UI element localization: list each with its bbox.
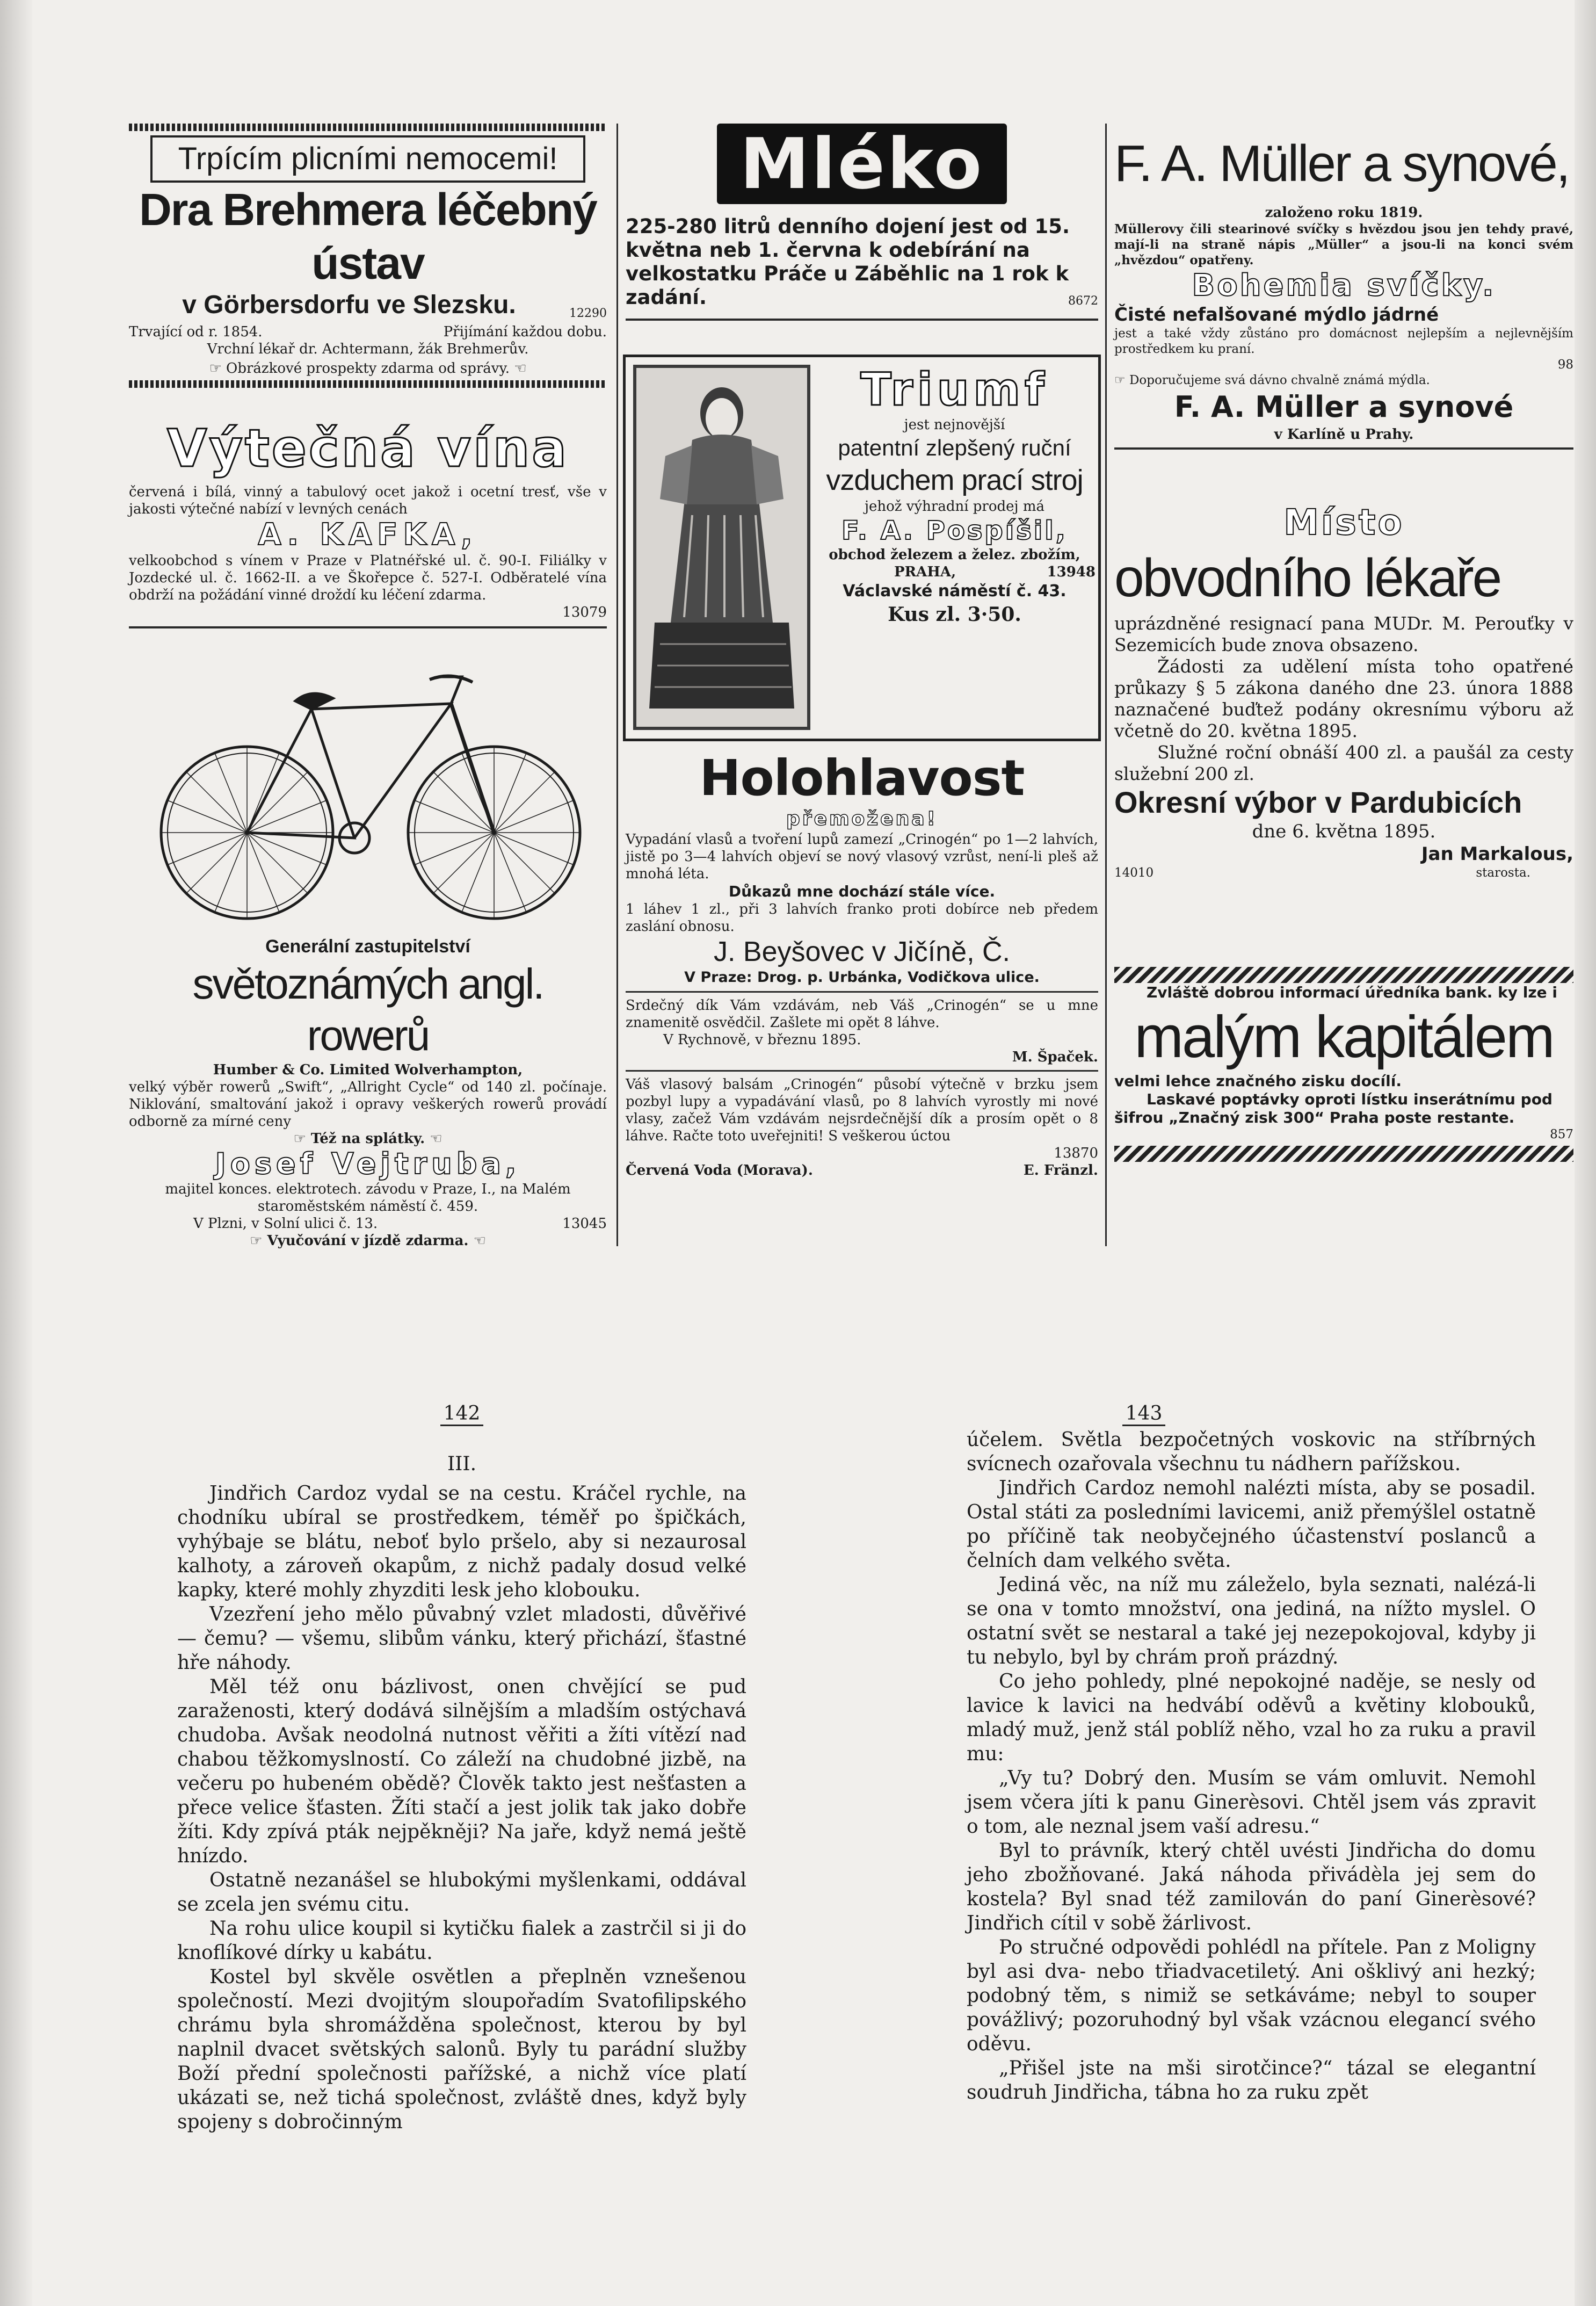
paragraph: Vzezření jeho mělo půvabný vzlet mladosti, důvěřivé — čemu? — všemu, slibům vánku, který přichází, šťastné hře náhody. (177, 1603, 746, 1674)
ad-number: 12290 (569, 307, 607, 320)
brehmer-prospects: Obrázkové prospekty zdarma od správy. (226, 360, 510, 377)
ad-bicycles (129, 935, 607, 1249)
ad-divider (626, 1070, 1098, 1072)
hair-sub: přemožena! (786, 808, 938, 830)
pointing-hand-left-icon: ☜ (473, 1233, 486, 1249)
right-book-page (967, 1402, 1536, 2105)
triumf-sub2: patentní zlepšený ruční (838, 435, 1071, 460)
wine-text: červená i bílá, vinný a tabulový ocet jakož i ocetní tresť, vše v jakosti výtečné nabízí v levných cenách (129, 484, 607, 517)
bikes-installments: Též na splátky. (310, 1131, 425, 1147)
wine-title: Výtečná vína (167, 418, 569, 479)
bikes-heading: Generální zastupitelství (265, 936, 470, 957)
bicycle-illustration (150, 671, 591, 924)
page-gutter-shadow (0, 0, 32, 2306)
brehmer-name: Dra Brehmera léčebný ústav (139, 184, 597, 288)
paragraph: Jindřich Cardoz vydal se na cestu. Kráčel rychle, na chodníku ubíral se prostředkem, téměř po špičkách, vyhýbaje se blátu, neboť bylo pršelo, aby si nezaurosal kalhoty, a zároveň okapům, z nichž padaly dosud velké kapky, které mohly zhyzditi lesk jeho klobouku. (177, 1483, 746, 1601)
ad-number: 8672 (1068, 294, 1098, 308)
bikes-branch: V Plzni, v Solní ulici č. 13. (193, 1216, 378, 1232)
page-number: 143 (1122, 1403, 1166, 1426)
hair-text1: Vypadání vlasů a tvoření lupů zamezí „Crinogén“ po 1—2 lahvích, jistě po 3—4 lahvích objeví se nový vlasový vzrůst, není-li pleš až mnohá léta. (626, 832, 1098, 882)
hair-place2: Červená Voda (Morava). (626, 1162, 813, 1179)
ad-wine (129, 419, 607, 628)
capital-text2: Laskavé poptávky oproti lístku inserátnímu pod šifrou „Značný zisk 300“ Praha poste restante. (1114, 1090, 1553, 1126)
paragraph: Jindřich Cardoz nemohl nalézti místa, aby se posadil. Ostal státi za posledními lavicemi, aniž přemýšlel ostatně po příčině tak neobyčejného účastenství poslanců a čelních dam velkého světa. (967, 1477, 1536, 1572)
milk-title: Mléko (717, 124, 1007, 204)
column-divider (1105, 124, 1107, 1246)
doctor-date: dne 6. května 1895. (1252, 821, 1436, 842)
muller-title: F. A. Müller a synové, (1114, 135, 1569, 192)
wine-firm: A. KAFKA, (258, 517, 478, 552)
paragraph: Kostel byl skvěle osvětlen a přeplněn vznešenou společností. Mezi dvojitým sloupořadím Svatofilipského chrámu byla shromážděna společnost, kterou by byl naplnil dvacet světských salonů. Byly tu parádní služby Boží přední společnosti pařížské, a nichž více platí ukázati se, než tichá společnost, zvláště dnes, když byly spojeny s dobročinným (177, 1966, 746, 2133)
milk-text: 225-280 litrů denního dojení jest od 15. května neb 1. června k odebírání na velkostatku Práče u Záběhlic na 1 rok k zadání. (626, 215, 1070, 309)
ad-muller (1114, 124, 1573, 450)
ad-hair (626, 749, 1098, 1179)
muller-founded: založeno roku 1819. (1265, 205, 1423, 221)
paragraph: Jediná věc, na níž mu záleželo, byla seznati, nalézá-li se ona v tomto množství, ona jediná, na nížto myslel. O ostatní svět se nestaral a také jej nezepokojoval, kdyby ji tu nebylo, byl by chrám proň prázdný. (967, 1574, 1536, 1668)
pointing-hand-icon: ☞ (209, 360, 222, 377)
paragraph: „Přišel jste na mši sirotčince?“ tázal se elegantní soudruh Jindřicha, tábna ho za ruku zpět (967, 2057, 1536, 2103)
chapter-heading: III. (447, 1453, 477, 1475)
triumf-sub3: vzduchem prací stroj (826, 464, 1083, 496)
hair-text2: 1 láhev 1 zl., při 3 lahvích franko proti dobírce neb předem zaslání obnosu. (626, 901, 1098, 935)
doctor-sub: obvodního lékaře (1114, 548, 1501, 608)
muller-text1: Müllerovy čili stearinové svíčky s hvězdou jsou jen tehdy pravé, mají-li na straně nápis „Müller“ a jsou-li na konci svém „hvězdou“ opatřeny. (1114, 222, 1573, 268)
ad-number: 857 (1550, 1127, 1573, 1141)
brehmer-heading: Trpícím plicními nemocemi! (150, 135, 585, 183)
ad-number: 14010 (1114, 866, 1154, 880)
paragraph: „Vy tu? Dobrý den. Musím se vám omluvit. Nemohl jsem včera jíti k panu Ginerèsovi. Chtěl jsem vás zpravit o tom, ale neznal jsem vaší adresu.“ (967, 1767, 1536, 1838)
bikes-owner: majitel konces. elektrotech. závodu v Praze, I., na Malém staroměstském náměstí č. 459. (165, 1181, 571, 1215)
right-page-text (967, 1428, 1536, 2105)
triumf-address: Václavské náměstí č. 43. (843, 582, 1067, 601)
ad-divider (626, 319, 1098, 321)
triumf-price: Kus zl. 3·50. (888, 603, 1021, 626)
pointing-hand-left-icon: ☜ (430, 1131, 442, 1147)
bikes-title: světoznámých angl. rowerů (192, 960, 543, 1059)
ad-capital (1114, 967, 1573, 1246)
ad-number: 13045 (562, 1216, 607, 1232)
paragraph: Byl to právník, který chtěl uvésti Jindřicha do domu jeho zbožňované. Jaká náhoda přivádèla jej sem do kostela? Byl snad též zamilován do paní Ginerèsové? Jindřich cítil v sobě žárlivost. (967, 1840, 1536, 1934)
bikes-lessons: Vyučování v jízdě zdarma. (267, 1233, 469, 1249)
doctor-text: uprázdněné resignací pana MUDr. M. Perouťky v Sezemicích bude znova obsazeno. (1114, 613, 1573, 655)
triumf-seller: F. A. Pospíšil, (841, 516, 1068, 546)
doctor-text2: Žádosti za udělení místa toho opatřené průkazy § 5 zákona daného dne 23. února 1888 naznačené buďtež podány okresnímu výboru až včetně do 20. května 1895. (1114, 656, 1573, 741)
ad-divider (129, 626, 607, 628)
capital-title: malým kapitálem (1134, 1004, 1554, 1070)
paragraph: Ostatně nezanášel se hlubokými myšlenkami, oddával se zcela jen svému citu. (177, 1869, 746, 1915)
ad-number: 13948 (1047, 564, 1096, 580)
brehmer-founded: Trvající od r. 1854. (129, 324, 263, 340)
doctor-board: Okresní výbor v Pardubicích (1114, 785, 1522, 819)
doctor-role: starosta. (1476, 866, 1530, 880)
pointing-hand-icon: ☞ (1114, 373, 1126, 387)
hair-text3: Váš vlasový balsám „Crinogén“ působí výtečně v brzku jsem pozbyl lupy a vypadávání vlasů, po 8 lahvích vyrostly mi nové vlasy, začež Vám vzdávám nejsrdečnější dík a prosím opět o 8 láhve. Račte toto uveřejniti! S veškerou úctou (626, 1076, 1098, 1144)
left-page-text (177, 1481, 746, 2134)
ad-brehmer (129, 124, 607, 388)
muller-place: v Karlíně u Prahy. (1274, 426, 1414, 443)
washing-machine-illustration (633, 365, 810, 730)
doctor-signer: Jan Markalous, (1421, 843, 1573, 865)
ad-triumf (623, 355, 1101, 741)
ad-number: 98 (1557, 358, 1573, 372)
page-edge (1575, 0, 1596, 2306)
triumf-title: Triumf (860, 363, 1049, 416)
paragraph: Po stručné odpovědi pohlédl na přítele. Pan z Moligny byl asi dva- nebo třiadvacetiletý. Ani ošklivý ani hezký; podobný těm, s nimiž se setkáváme; nebyl to souper povážlivý; pozoruhodný byl však vzácnou elegancí svého oděvu. (967, 1936, 1536, 2055)
doctor-salary: Služné roční obnáší 400 zl. a paušál za cesty služební 200 zl. (1114, 742, 1573, 784)
muller-text2: jest a také vždy zůstáno pro domácnost nejlepším a nejlevnějším prostředkem ku praní. (1114, 327, 1573, 356)
bikes-text: velký výběr rowerů „Swift“, „Allright Cycle“ od 140 zl. počínaje. Niklování, smaltování jakož i opravy veškerých rowerů provádí odborně za mírné ceny (129, 1079, 607, 1130)
hair-prague: V Praze: Drog. p. Urbánka, Vodičkova ulice. (684, 969, 1040, 986)
triumf-desc: obchod železem a želez. zbožím, (829, 547, 1080, 563)
capital-text: velmi lehce značného zisku docílí. (1114, 1072, 1402, 1090)
hair-thanks: Srdečný dík Vám vzdávám, neb Váš „Crinogén“ se u mne znamenitě osvědčil. Zašlete mi opět 8 láhve. (626, 997, 1098, 1031)
muller-soap: Čisté nefalšované mýdlo jádrné (1114, 304, 1439, 326)
muller-name2: F. A. Müller a synové (1174, 390, 1514, 424)
muller-brand: Bohemia svíčky. (1192, 268, 1496, 303)
hair-seller: J. Beyšovec v Jičíně, Č. (714, 936, 1010, 967)
pointing-hand-icon: ☞ (250, 1233, 263, 1249)
hair-sign2: E. Fränzl. (1023, 1162, 1098, 1179)
ornament-rule (129, 380, 607, 388)
ornament-rule (129, 124, 607, 131)
hair-proofs: Důkazů mne dochází stále více. (728, 883, 996, 900)
ad-divider (1114, 447, 1573, 450)
ornament-border (1114, 967, 1573, 983)
ad-number: 13870 (1054, 1145, 1098, 1161)
brehmer-doctor: Vrchní lékař dr. Achtermann, žák Brehmerův. (207, 341, 529, 357)
bikes-maker: Humber & Co. Limited Wolverhampton, (213, 1062, 523, 1078)
hair-place1: V Rychnově, v březnu 1895. (663, 1032, 861, 1048)
muller-recommend: Doporučujeme svá dávno chvalně známá mýdla. (1129, 373, 1430, 387)
left-book-page (177, 1402, 746, 2134)
ornament-border (1114, 1146, 1573, 1162)
paragraph: Co jeho pohledy, plné nepokojné naděje, se nesly od lavice k lavici na hedvábí oděvů a květiny klobouků, mladý muž, jenž stál poblíž něho, vzal ho za ruku a pravil mu: (967, 1671, 1536, 1765)
brehmer-admit: Přijímání každou dobu. (443, 324, 607, 340)
capital-head: Zvláště dobrou informací úředníka bank. ky lze i (1147, 984, 1557, 1001)
hair-title: Holohlavost (699, 749, 1025, 807)
triumf-sub4: jehož výhradní prodej má (864, 498, 1045, 515)
paragraph: účelem. Světla bezpočetných voskovic na stříbrných svícnech ozařovala všechnu tu nádhern pařížskou. (967, 1429, 1536, 1475)
brehmer-place: v Görbersdorfu ve Slezsku. (182, 291, 516, 319)
paragraph: Na rohu ulice koupil si kytičku fialek a zastrčil si ji do knoflíkové dírky u kabátu. (177, 1918, 746, 1964)
wine-address: velkoobchod s vínem v Praze v Platnéřské ul. č. 90-I. Filiálky v Jozdecké ul. č. 1662-II. a ve Škořepce č. 527-I. Odběratelé vína obdrží na požádání vinné droždí ku léčení zdarma. (129, 553, 607, 603)
ad-doctor (1114, 502, 1573, 881)
paragraph: Měl též onu bázlivost, onen chvějící se pud zaraženosti, který dodává silnějším a mladším ostýchavá chudoba. Avšak neodolná nutnost věřiti a žíti vítězí nad chabou těžkomyslností. Co záleží na chudobné jizbě, na večeru po hubeném obědě? Člověk takto jest nešťasten a přece velice šťasten. Žíti stačí a jest jolik tak jako dobře žíti. Kdy zpívá pták nejpěkněji? Na jaře, když nemá ještě hnízdo. (177, 1676, 746, 1867)
ad-number: 13079 (562, 604, 607, 620)
ad-divider (626, 991, 1098, 993)
pointing-hand-left-icon: ☜ (514, 360, 527, 377)
column-divider (616, 124, 618, 1246)
pointing-hand-icon: ☞ (293, 1131, 306, 1147)
doctor-title: Místo (1283, 502, 1404, 543)
ad-milk (626, 124, 1098, 321)
triumf-city: PRAHA, (894, 564, 956, 580)
triumf-sub1: jest nejnovější (904, 417, 1005, 433)
bikes-name: Josef Vejtruba, (215, 1147, 521, 1181)
page-number: 142 (440, 1403, 484, 1426)
hair-sign1: M. Špaček. (1012, 1049, 1098, 1065)
